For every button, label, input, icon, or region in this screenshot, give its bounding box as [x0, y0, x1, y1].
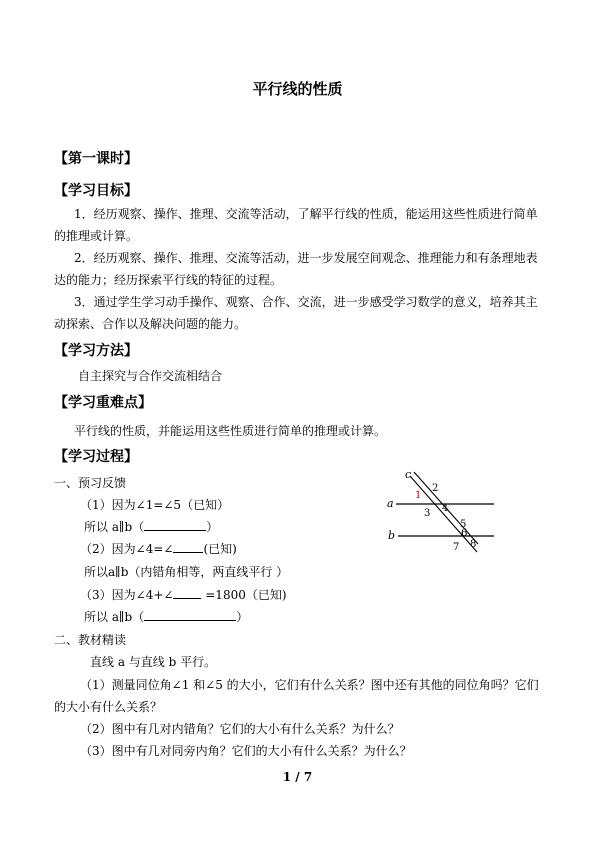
- reading-q2: （2）图中有几对内错角？它们的大小有什么关系？为什么？: [80, 722, 400, 736]
- label-angle-8: 8: [470, 539, 477, 550]
- question-3-answer: [84, 606, 248, 628]
- q3-answer-suffix: ）: [236, 610, 249, 624]
- label-angle-6: 6: [461, 528, 468, 539]
- question-3: [80, 584, 287, 606]
- reading-intro: 直线 a 与直线 b 平行。: [90, 655, 217, 669]
- q1-answer-blank[interactable]: [144, 518, 206, 531]
- q2-suffix: (已知): [203, 542, 237, 556]
- q2-prefix: （2）因为∠4=∠: [80, 542, 174, 556]
- reading-q1-line-1: （1）测量同位角∠1 和∠5 的大小，它们有什么关系？图中还有其他的同位角吗？它们: [80, 678, 539, 692]
- heading-method: 【学习方法】: [54, 343, 138, 359]
- q3-answer-prefix: 所以 a∥b（: [84, 610, 145, 624]
- transversal-c: [410, 476, 477, 552]
- question-1-answer: [84, 516, 218, 538]
- question-2: [80, 538, 237, 560]
- page-title: 平行线的性质: [252, 80, 343, 98]
- goal-1-line-2: 的推理或计算。: [54, 229, 139, 243]
- q3-prefix: （3）因为∠4+∠: [80, 588, 174, 602]
- label-angle-2: 2: [432, 483, 439, 494]
- goal-3-line-1: 3．通过学生学习动手操作、观察、合作、交流，进一步感受学习数学的意义，培养其主: [74, 295, 538, 309]
- q1-answer-suffix: ）: [206, 520, 219, 534]
- heading-lesson: 【第一课时】: [54, 151, 138, 167]
- label-c: c: [405, 470, 412, 481]
- parallel-lines-figure: [384, 470, 500, 560]
- label-angle-5: 5: [460, 519, 467, 530]
- goal-2-line-2: 达的能力；经历探索平行线的特征的过程。: [54, 273, 283, 287]
- q1-answer-prefix: 所以 a∥b（: [84, 520, 145, 534]
- label-b: b: [388, 529, 396, 542]
- q3-blank[interactable]: [173, 586, 201, 599]
- reading-q3: （3）图中有几对同旁内角？它们的大小有什么关系？为什么？: [80, 744, 412, 758]
- goal-1-line-1: 1．经历观察、操作、推理、交流等活动，了解平行线的性质，能运用这些性质进行简单: [74, 207, 538, 221]
- keypoints-text: 平行线的性质，并能运用这些性质进行简单的推理或计算。: [74, 424, 387, 438]
- label-angle-7: 7: [453, 542, 460, 553]
- page-number: 1 / 7: [282, 770, 313, 784]
- heading-keypoints: 【学习重难点】: [54, 395, 152, 411]
- question-1: （1）因为∠1=∠5（已知）: [80, 498, 230, 512]
- goal-3-line-2: 动探索、合作以及解决问题的能力。: [54, 317, 247, 331]
- reading-title: 二、教材精读: [54, 633, 127, 647]
- q3-suffix: =1800（已知): [201, 588, 287, 602]
- preview-title: 一、预习反馈: [54, 476, 127, 490]
- goal-2-line-1: 2．经历观察、操作、推理、交流等活动，进一步发展空间观念、推理能力和有条理地表: [74, 251, 538, 265]
- q3-answer-blank[interactable]: [144, 608, 236, 621]
- heading-process: 【学习过程】: [54, 449, 138, 465]
- label-angle-1: 1: [415, 490, 422, 501]
- reading-q1-line-2: 的大小有什么关系？: [54, 700, 163, 714]
- heading-goals: 【学习目标】: [54, 183, 138, 199]
- label-a: a: [387, 497, 394, 510]
- label-angle-3: 3: [424, 508, 431, 519]
- label-angle-4: 4: [442, 503, 449, 514]
- question-2-answer: 所以a∥b（内错角相等，两直线平行 ）: [84, 565, 289, 579]
- q2-blank[interactable]: [173, 540, 203, 553]
- method-text: 自主探究与合作交流相结合: [78, 369, 223, 383]
